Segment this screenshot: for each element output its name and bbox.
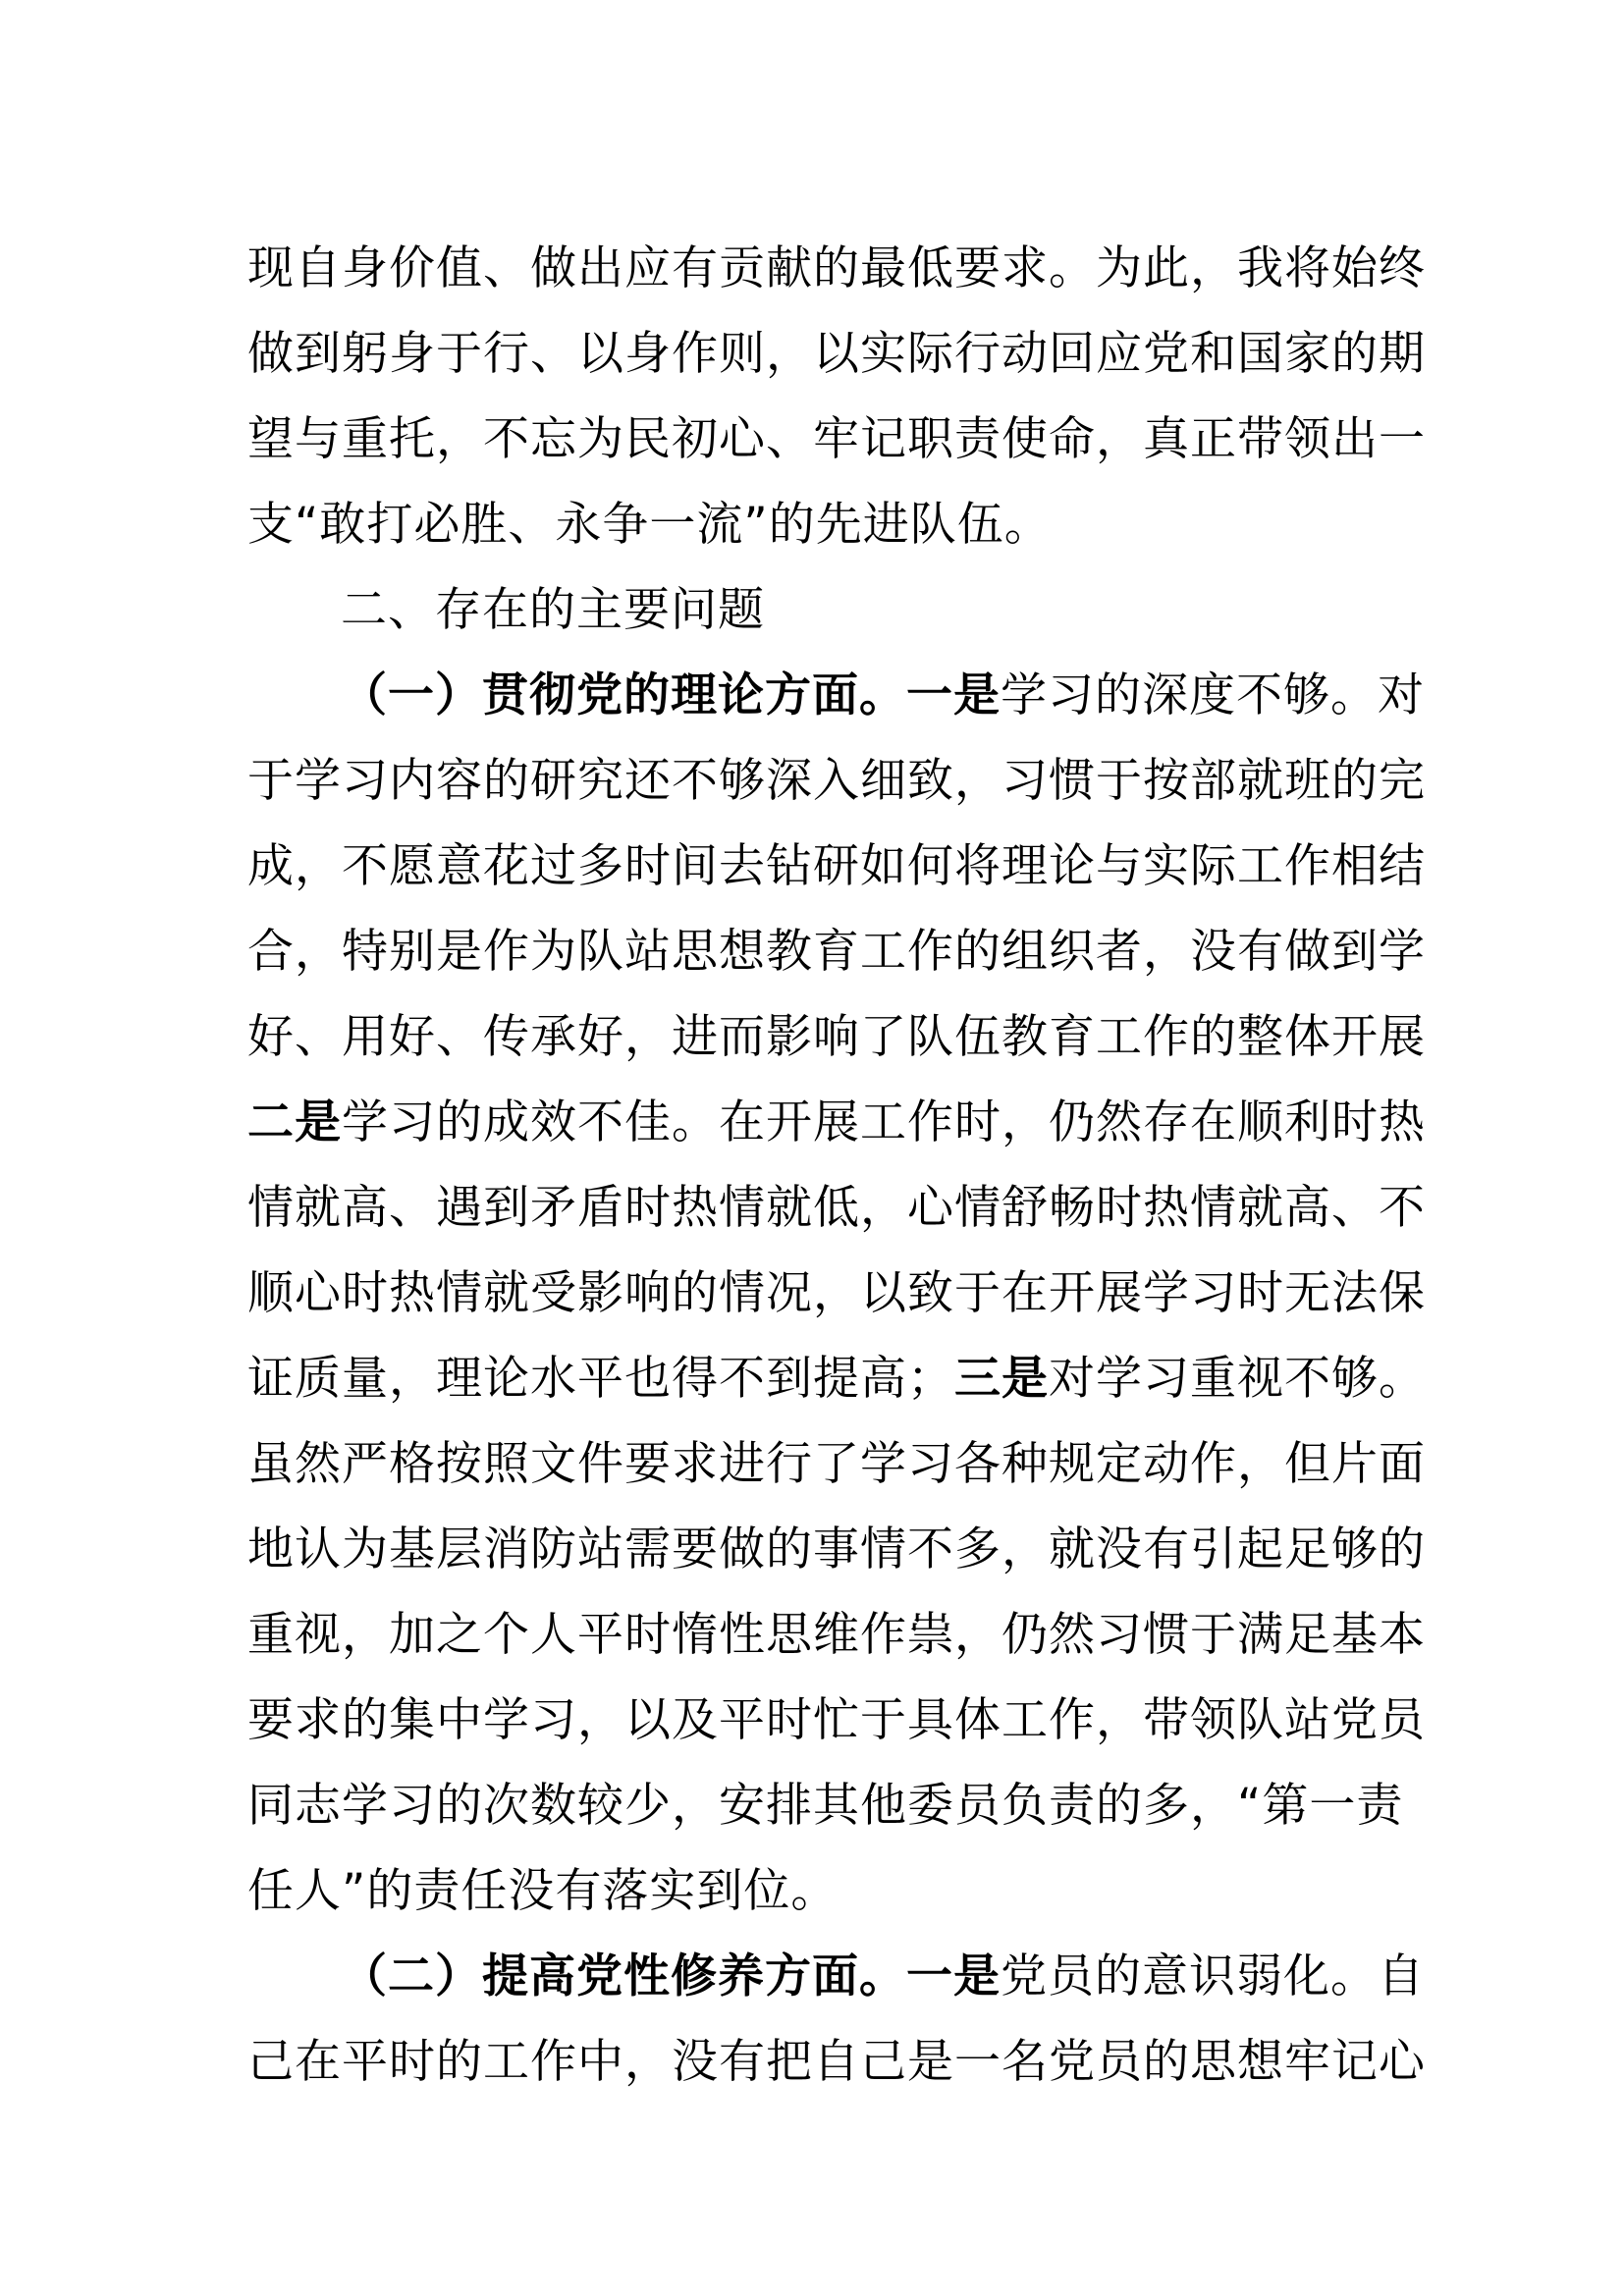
text-line <box>247 1421 1426 1507</box>
text-line <box>247 1080 1426 1165</box>
text-line <box>247 1336 1426 1421</box>
text-line <box>247 1848 1386 1934</box>
text-line <box>247 482 1386 567</box>
heading-text: 二、存在的主要问题 <box>341 583 765 637</box>
text-run: 于学习内容的研究还不够深入细致，习惯于按部就班的完 <box>247 754 1426 808</box>
text-line <box>247 226 1426 311</box>
text-line <box>247 1165 1426 1251</box>
text-line <box>247 397 1426 482</box>
text-line <box>247 909 1426 994</box>
text-run: 学习的深度不够。对 <box>1001 668 1425 722</box>
text-line <box>247 2019 1426 2105</box>
body-paragraph <box>247 226 1426 567</box>
text-run: 做到躬身于行、以身作则，以实际行动回应党和国家的期 <box>247 327 1426 381</box>
text-run: 要求的集中学习，以及平时忙于具体工作，带领队站党员 <box>247 1693 1426 1747</box>
bold-run: （二）提高党性修养方面。一是 <box>341 1949 1001 2003</box>
text-run: 好、用好、传承好，进而影响了队伍教育工作的整体开展 <box>247 1010 1426 1064</box>
heading-line <box>247 567 1386 653</box>
text-run: 情就高、遇到矛盾时热情就低，心情舒畅时热情就高、不 <box>247 1181 1426 1235</box>
text-line <box>247 824 1426 909</box>
section-heading <box>247 567 1386 653</box>
text-run: 成，不愿意花过多时间去钻研如何将理论与实际工作相结 <box>247 839 1426 893</box>
text-line <box>247 1934 1425 2019</box>
text-line <box>247 994 1426 1080</box>
text-line <box>247 1592 1426 1678</box>
bold-run: （一）贯彻党的理论方面。一是 <box>341 668 1001 722</box>
text-run: 现自身价值、做出应有贡献的最低要求。为此，我将始终 <box>247 241 1426 295</box>
text-line <box>247 311 1426 397</box>
text-run: 支“敢打必胜、永争一流”的先进队伍。 <box>247 498 1052 552</box>
text-run: 对学习重视不够。 <box>1049 1352 1426 1406</box>
text-run: 合，特别是作为队站思想教育工作的组织者，没有做到学 <box>247 925 1426 979</box>
text-line <box>247 1251 1426 1336</box>
text-run: 望与重托，不忘为民初心、牢记职责使命，真正带领出一 <box>247 412 1426 466</box>
text-line <box>247 653 1425 738</box>
text-line <box>247 1678 1426 1763</box>
text-run: 己在平时的工作中，没有把自己是一名党员的思想牢记心 <box>247 2035 1426 2089</box>
subsection-paragraph-2 <box>247 1934 1426 2105</box>
text-run: 地认为基层消防站需要做的事情不多，就没有引起足够的 <box>247 1522 1426 1576</box>
text-run: 同志学习的次数较少，安排其他委员负责的多，“第一责 <box>247 1779 1404 1833</box>
text-run: 任人”的责任没有落实到位。 <box>247 1864 839 1918</box>
subsection-paragraph-1 <box>247 653 1426 1934</box>
text-line <box>247 1763 1404 1848</box>
document-page <box>247 226 1426 2105</box>
text-run: 虽然严格按照文件要求进行了学习各种规定动作，但片面 <box>247 1437 1426 1491</box>
bold-run: 三是 <box>954 1352 1049 1406</box>
text-line <box>247 1507 1426 1592</box>
text-run: 学习的成效不佳。在开展工作时，仍然存在顺利时热 <box>342 1095 1426 1149</box>
text-line <box>247 738 1426 824</box>
text-run: 证质量，理论水平也得不到提高； <box>247 1352 954 1406</box>
bold-run: 二是 <box>247 1095 342 1149</box>
text-run: 党员的意识弱化。自 <box>1001 1949 1425 2003</box>
text-run: 顺心时热情就受影响的情况，以致于在开展学习时无法保 <box>247 1266 1426 1320</box>
text-run: 重视，加之个人平时惰性思维作祟，仍然习惯于满足基本 <box>247 1608 1426 1662</box>
